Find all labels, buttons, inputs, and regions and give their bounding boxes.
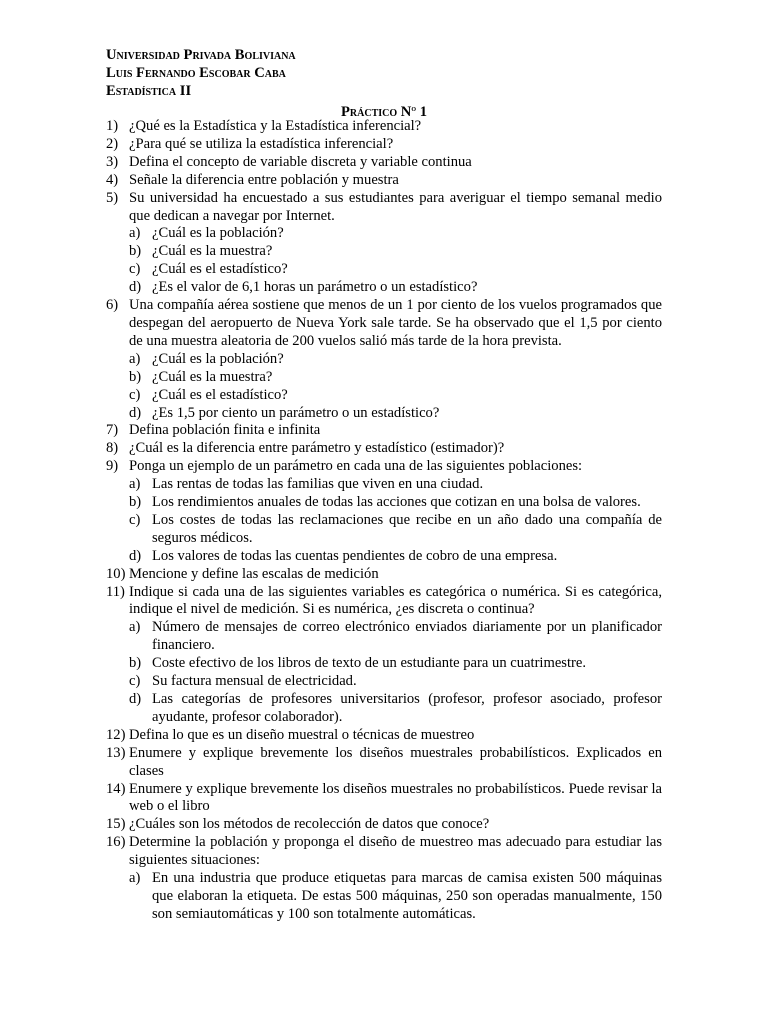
subquestion-letter: a) — [129, 225, 141, 242]
subquestion-text: Número de mensajes de correo electrónico enviados diariamente por un planificador financiero. — [152, 619, 662, 654]
subquestion-text: ¿Cuál es la muestra? — [152, 243, 273, 260]
subquestion-item — [106, 476, 662, 494]
subquestion-letter: a) — [129, 350, 141, 367]
title-superscript: o — [411, 103, 417, 113]
subquestion-item — [106, 655, 662, 673]
question-item — [106, 297, 662, 422]
question-item — [106, 190, 662, 297]
question-item — [106, 440, 662, 458]
subquestion-letter: d) — [129, 279, 142, 296]
question-text: Mencione y define las escalas de medición — [129, 565, 379, 582]
question-item — [106, 745, 662, 781]
subquestion-item — [106, 225, 662, 243]
subquestion-item — [106, 619, 662, 655]
title-number: 1 — [419, 104, 427, 120]
subquestion-item — [106, 494, 662, 512]
question-item — [106, 584, 662, 727]
question-item — [106, 834, 662, 924]
question-list — [106, 118, 662, 924]
subquestion-letter: d) — [129, 547, 142, 564]
subquestion-letter: c) — [129, 261, 141, 278]
subquestion-list — [106, 476, 662, 566]
question-text: Enumere y explique brevemente los diseños muestrales no probabilísticos. Puede revisar la web o el libro — [129, 780, 662, 815]
subquestion-text: Los costes de todas las reclamaciones que recibe en un año dado una compañía de seguros médicos. — [152, 511, 662, 546]
question-number: 16) — [106, 834, 126, 851]
subquestion-text: ¿Cuál es el estadístico? — [152, 261, 288, 278]
question-number: 8) — [106, 440, 119, 457]
subquestion-text: Las rentas de todas las familias que viven en una ciudad. — [152, 476, 484, 493]
question-item — [106, 727, 662, 745]
question-item — [106, 458, 662, 565]
question-text: ¿Cuál es la diferencia entre parámetro y estadístico (estimador)? — [129, 440, 505, 457]
question-text: ¿Cuáles son los métodos de recolección de datos que conoce? — [129, 816, 490, 833]
question-item — [106, 136, 662, 154]
question-text: ¿Para qué se utiliza la estadística inferencial? — [129, 135, 394, 152]
subquestion-text: ¿Cuál es el estadístico? — [152, 386, 288, 403]
subquestion-letter: c) — [129, 386, 141, 403]
subquestion-item — [106, 548, 662, 566]
subquestion-item — [106, 512, 662, 548]
university-name: Universidad Privada Boliviana — [106, 47, 296, 63]
question-text: Determine la población y proponga el diseño de muestreo mas adecuado para estudiar las siguientes situaciones: — [129, 834, 662, 869]
question-text: Defina lo que es un diseño muestral o técnicas de muestreo — [129, 726, 475, 743]
subquestion-item — [106, 279, 662, 297]
subquestion-letter: b) — [129, 494, 142, 511]
subquestion-item — [106, 243, 662, 261]
question-item — [106, 566, 662, 584]
subquestion-text: ¿Es el valor de 6,1 horas un parámetro o un estadístico? — [152, 279, 478, 296]
question-text: Defina población finita e infinita — [129, 422, 321, 439]
document-header — [106, 47, 666, 101]
subquestion-item — [106, 870, 662, 924]
subquestion-text: En una industria que produce etiquetas para marcas de camisa existen 500 máquinas que elaboran la etiqueta. De estas 500 máquinas, 250 son operadas manualmente, 150 son semiautomáticas y 100 son totalmente automáticas. — [152, 870, 662, 922]
subquestion-letter: d) — [129, 691, 142, 707]
subquestion-letter: c) — [129, 673, 141, 690]
subquestion-item — [106, 387, 662, 405]
subquestion-text: ¿Cuál es la población? — [152, 225, 284, 242]
question-number: 10) — [106, 565, 126, 582]
subquestion-list — [106, 619, 662, 726]
question-item — [106, 154, 662, 172]
question-item — [106, 118, 662, 136]
question-number: 12) — [106, 726, 126, 743]
question-number: 6) — [106, 297, 119, 314]
subquestion-list — [106, 225, 662, 297]
subquestion-item — [106, 261, 662, 279]
subquestion-list — [106, 870, 662, 924]
question-number: 15) — [106, 816, 126, 833]
subquestion-letter: b) — [129, 655, 142, 672]
subquestion-letter: c) — [129, 511, 141, 528]
question-number: 13) — [106, 744, 126, 761]
question-text: Señale la diferencia entre población y muestra — [129, 171, 399, 188]
question-number: 3) — [106, 153, 119, 170]
subquestion-text: Su factura mensual de electricidad. — [152, 673, 357, 690]
subquestion-item — [106, 673, 662, 691]
question-text: Enumere y explique brevemente los diseños muestrales probabilísticos. Explicados en clases — [129, 744, 662, 779]
question-number: 14) — [106, 780, 126, 797]
question-item — [106, 172, 662, 190]
question-number: 1) — [106, 118, 119, 134]
question-text: Indique si cada una de las siguientes variables es categórica o numérica. Si es categórica, indique el nivel de medición. Si es numérica, ¿es discreta o continua? — [129, 583, 662, 618]
question-number: 5) — [106, 189, 119, 206]
subquestion-item — [106, 369, 662, 387]
subquestion-letter: a) — [129, 619, 141, 636]
subquestion-text: Los rendimientos anuales de todas las acciones que cotizan en una bolsa de valores. — [152, 494, 641, 511]
title-text: Práctico N — [341, 104, 412, 120]
subquestion-letter: b) — [129, 368, 142, 385]
subquestion-text: Los valores de todas las cuentas pendientes de cobro de una empresa. — [152, 547, 558, 564]
question-number: 9) — [106, 458, 119, 475]
question-number: 2) — [106, 135, 119, 152]
question-item — [106, 422, 662, 440]
question-text: Ponga un ejemplo de un parámetro en cada una de las siguientes poblaciones: — [129, 458, 583, 475]
subquestion-text: Las categorías de profesores universitarios (profesor, profesor asociado, profesor ayudante, profesor colaborador). — [152, 691, 662, 725]
question-item — [106, 816, 662, 834]
subquestion-item — [106, 351, 662, 369]
subquestion-letter: b) — [129, 243, 142, 260]
question-text: Defina el concepto de variable discreta y variable continua — [129, 153, 472, 170]
question-number: 7) — [106, 422, 119, 439]
question-text: ¿Qué es la Estadística y la Estadística inferencial? — [129, 118, 422, 134]
author-name: Luis Fernando Escobar Caba — [106, 65, 286, 81]
subquestion-text: ¿Es 1,5 por ciento un parámetro o un estadístico? — [152, 404, 440, 421]
subquestion-item — [106, 405, 662, 423]
subquestion-letter: a) — [129, 476, 141, 493]
subquestion-item — [106, 691, 662, 727]
course-name: Estadística II — [106, 83, 192, 99]
subquestion-letter: a) — [129, 870, 141, 887]
subquestion-text: ¿Cuál es la población? — [152, 350, 284, 367]
subquestion-text: ¿Cuál es la muestra? — [152, 368, 273, 385]
subquestion-list — [106, 351, 662, 423]
question-number: 11) — [106, 583, 125, 600]
subquestion-letter: d) — [129, 404, 142, 421]
question-text: Su universidad ha encuestado a sus estudiantes para averiguar el tiempo semanal medio que dedican a navegar por Internet. — [129, 189, 662, 224]
question-number: 4) — [106, 171, 119, 188]
question-item — [106, 781, 662, 817]
question-text: Una compañía aérea sostiene que menos de un 1 por ciento de los vuelos programados que despegan del aeropuerto de Nueva York sale tarde. Se ha observado que el 1,5 por ciento de una muestra aleatoria de 200 vuelos salió más tarde de la hora prevista. — [129, 297, 662, 349]
subquestion-text: Coste efectivo de los libros de texto de un estudiante para un cuatrimestre. — [152, 655, 587, 672]
